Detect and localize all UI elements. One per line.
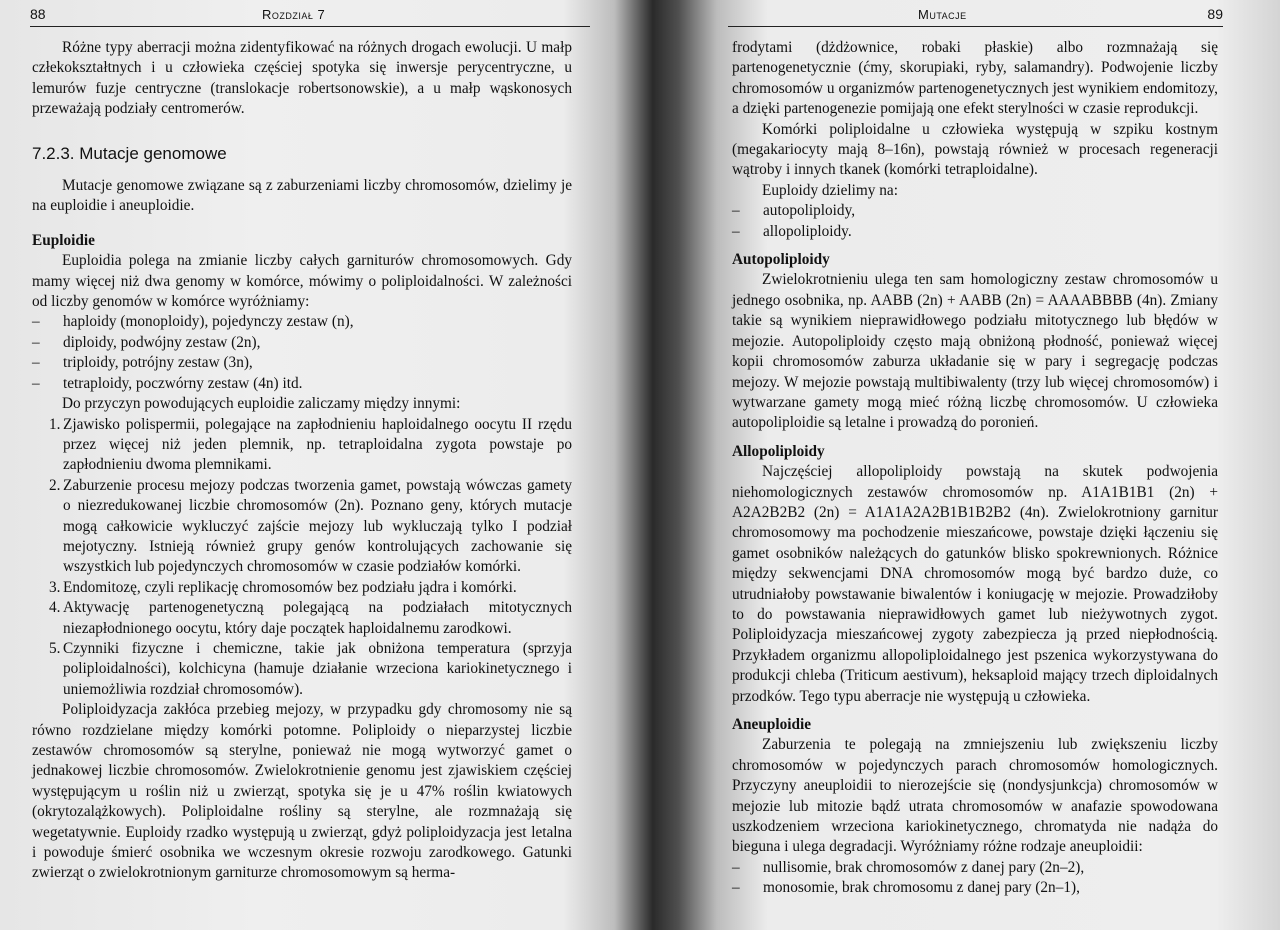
paragraph: Najczęściej allopoliploidy powstają na skutek podwojenia niehomologicznych zestawów chromosomów np. A1A1B1B1 (2n) + A2A2B2B2 (2n) = A1A1A2A2B1B1B2B2 (4n). Zwielokrotniony garnitur chromosomowy ma pochodzenie mieszańcowe, powstaje dzięki łączeniu się gamet osobników należących do gatunków blisko spokrewnionych. Różnice między sekwencjami DNA chromosomów mogą być bardzo duże, co utrudniałoby powstawanie biwalentów i koniugację w mejozie. Prowadziłoby to do powstawania nieprawidłowych gamet lub nieżywotnych zygot. Poliploidyzacja mieszańcowej zygoty zabezpiecza ją przed niepłodnością. Przykładem organizmu allopoliploidalnego jest pszenica wykorzystywana do produkcji chleba (Triticum aestivum), heksaploid mający trzech diploidalnych przodków. Tego typu aberracje nie występują u człowieka. [732,463,1218,705]
list-item: – tetraploidy, poczwórny zestaw (4n) itd. [32,374,572,394]
running-header: Rozdział 7 [262,7,326,22]
list-item-text: Aktywację partenogenetyczną polegającą na podziałach mitotycznych niezapłodnionego oocytu, który daje początek haploidalnemu zarodkowi. [63,599,572,637]
subsection-heading-allopoliploidy: Allopoliploidy [732,442,825,460]
paragraph: Mutacje genomowe związane są z zaburzeniami liczby chromosomów, dzielimy je na euploidie i aneuploidie. [32,177,572,215]
list-number: 5. [49,639,61,657]
list-item: – allopoliploidy. [732,222,1218,242]
paragraph: frodytami (dżdżownice, robaki płaskie) albo rozmnażają się partenogenetycznie (ćmy, skorupiaki, ryby, salamandry). Podwojenie liczby chromosomów u organizmów partenogenetycznych jest wynikiem endomitozy, a dzięki partenogenezie pomijają one efekt sterylności w czasie reprodukcji. [732,39,1218,118]
list-item-text: Czynniki fizyczne i chemiczne, takie jak obniżona temperatura (sprzyja poliploidalności), kolchicyna (hamuje działanie wrzeciona kariokinetycznego i uniemożliwia rozdział chromosomów). [63,639,572,698]
list-item: – monosomie, brak chromosomu z danej pary (2n–1), [732,878,1218,898]
paragraph: Euploidia polega na zmianie liczby całych garniturów chromosomowych. Gdy mamy więcej niż dwa genomy w komórce, mówimy o poliploidalności. W zależności od liczby genomów w komórce wyróżniamy: [32,252,572,311]
list-item [32,598,572,639]
list-item-text: Zjawisko polispermii, polegające na zapłodnieniu haploidalnego oocytu II rzędu przez więcej niż jeden plemnik, np. tetraploidalna zygota powstaje po zapłodnieniu dwoma plemnikami. [63,415,572,474]
paragraph: Zwielokrotnieniu ulega ten sam homologiczny zestaw chromosomów u jednego osobnika, np. AABB (2n) + AABB (2n) = AAAABBBB (4n). Zmiany takie są wynikiem nieprawidłowego podziału mitotycznego lub błędów w mejozie. Autopoliploidy często mają obniżoną płodność, ponieważ więcej kopii chromosomów zaburza układanie się w pary i segregację podczas mejozy. W mejozie powstają multibiwalenty (trzy lub więcej chromosomów) i wytwarzane gamety mogą mieć różną liczbę chromosomów. U człowieka autopoliploidie są letalne i prowadzą do poronień. [732,271,1218,432]
euploid-types-list [732,201,1218,242]
subsection-heading-euploidie: Euploidie [32,231,95,249]
paragraph: Komórki poliploidalne u człowieka występują w szpiku kostnym (megakariocyty mają 8–16n), powstają również w procesach regeneracji wątroby i innych tkanek (komórki tetraploidalne). [732,120,1218,179]
subsection-heading-autopoliploidy: Autopoliploidy [732,251,830,269]
paragraph: Zaburzenia te polegają na zmniejszeniu lub zwiększeniu liczby chromosomów w pojedynczych parach chromosomów homologicznych. Przyczyny aneuploidii to nierozejście się (nondysjunkcja) chromosomów w mejozie lub mitozie bądź utrata chromosomów w anafazie spowodowana uszkodzeniem wrzeciona kariokinetycznego, chromatyda nie nadąża do bieguna i ulega degradacji. Wyróżniamy różne rodzaje aneuploidii: [732,736,1218,856]
list-item [32,639,572,700]
right-page-body [732,38,1218,899]
list-number: 2. [49,476,61,494]
page-number: 89 [1207,6,1223,22]
list-item: – nullisomie, brak chromosomów z danej pary (2n–2), [732,858,1218,878]
subsection-heading-aneuploidie: Aneuploidie [732,716,812,733]
paragraph: Różne typy aberracji można zidentyfikować na różnych drogach ewolucji. U małp człekokształtnych i u człowieka częściej spotyka się inwersje perycentryczne, u lemurów fuzje centryczne (translokacje robertsonowskie), a u małp wąskonosych przeważają podziały centromerów. [32,39,572,118]
right-page-header [728,6,1223,27]
paragraph: Do przyczyn powodujących euploidie zaliczamy między innymi: [62,395,461,413]
aneuploidy-list [732,858,1218,899]
list-number: 3. [49,578,61,596]
list-item: – diploidy, podwójny zestaw (2n), [32,333,572,353]
ploidy-list [32,312,572,394]
section-heading: 7.2.3. Mutacje genomowe [32,143,227,163]
list-item [32,415,572,476]
list-number: 1. [49,415,61,433]
list-item [32,476,572,578]
list-number: 4. [49,599,61,617]
list-item: – triploidy, potrójny zestaw (3n), [32,353,572,373]
list-item-text: Zaburzenie procesu mejozy podczas tworzenia gamet, powstają wówczas gamety o niezredukowanej liczbie chromosomów (2n). Poznano geny, których mutacje mogą całkowicie wykluczyć zajście mejozy lub wykluczają tylko I podział mejotyczny. Istnieją również grupy genów kontrolujących zachowanie się wszystkich lub pojedynczych chromosomów w czasie podziałów komórki. [63,476,572,576]
page-number: 88 [30,6,46,22]
left-page-body [32,38,572,884]
left-page-header [30,6,590,27]
paragraph: Poliploidyzacja zakłóca przebieg mejozy, w przypadku gdy chromosomy nie są równo rozdzielane między komórki potomne. Poliploidy o nieparzystej liczbie zestawów chromosomów są sterylne, ponieważ nie mogą wytworzyć gamet o jednakowej liczbie chromosomów. Zwielokrotnienie genomu jest zjawiskiem częściej występującym u roślin niż u zwierząt, spotyka się je u 47% roślin kwiatowych (okrytozalążkowych). Poliploidalne rośliny są sterylne, ale rozmnażają się wegetatywnie. Euploidy rzadko występują u zwierząt, gdyż poliploidyzacja jest letalna i powoduje śmierć osobnika we wczesnym okresie rozwoju zarodkowego. Gatunki zwierząt o zwielokrotnionym garniturze chromosomowym są herma- [32,701,572,882]
list-item-text: Endomitozę, czyli replikację chromosomów bez podziału jądra i komórki. [63,578,517,596]
list-item [32,578,572,598]
paragraph: Euploidy dzielimy na: [762,181,898,199]
list-item: – autopoliploidy, [732,201,1218,221]
list-item: – haploidy (monoploidy), pojedynczy zestaw (n), [32,312,572,332]
running-header: Mutacje [918,7,967,22]
causes-list [32,415,572,701]
right-page [640,0,1280,930]
